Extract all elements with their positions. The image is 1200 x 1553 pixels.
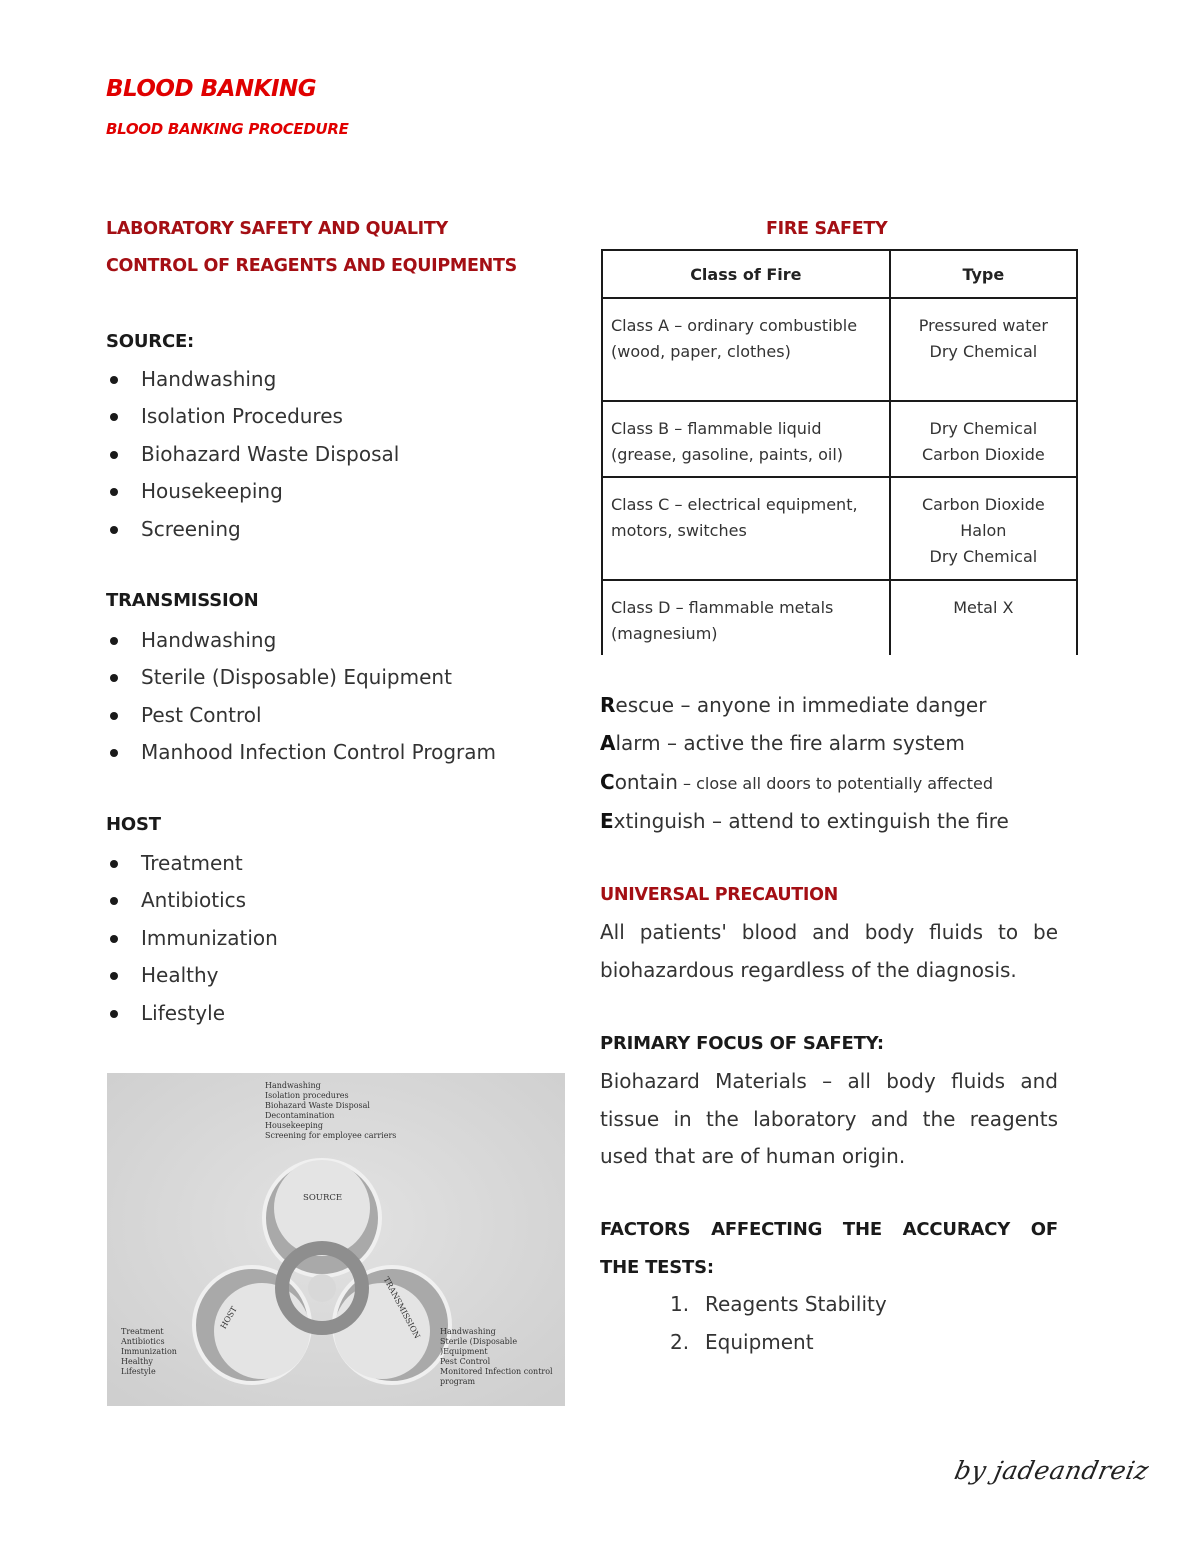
diagram-transmission-list: Handwashing Sterile (Disposable )Equipment Pest Control Monitored Infection control program (440, 1327, 553, 1386)
list-item: Manhood Infection Control Program (106, 739, 496, 776)
host-heading: HOST (106, 814, 161, 835)
table-row (602, 401, 1077, 477)
page-subtitle: BLOOD BANKING PROCEDURE (106, 120, 349, 138)
race-contain: Contain – close all doors to potentially affected (600, 770, 993, 794)
author-signature: by jadeandreiz (951, 1456, 1152, 1485)
column-header-type: Type (890, 250, 1077, 298)
transmission-list (106, 627, 496, 777)
table-row (602, 298, 1077, 401)
fire-type-cell: Pressured water Dry Chemical (890, 298, 1077, 401)
diagram-host-list: Treatment Antibiotics Immunization Healthy Lifestyle (121, 1327, 177, 1376)
table-header-row (602, 250, 1077, 298)
factors-heading-line2: THE TESTS: (600, 1257, 714, 1278)
list-item: Sterile (Disposable) Equipment (106, 664, 496, 701)
biohazard-diagram-image (107, 1073, 565, 1406)
list-item: Housekeeping (106, 478, 399, 515)
fire-type-cell: Dry Chemical Carbon Dioxide (890, 401, 1077, 477)
race-rescue: Rescue – anyone in immediate danger (600, 693, 987, 717)
list-item: Immunization (106, 925, 278, 962)
list-item: Biohazard Waste Disposal (106, 441, 399, 478)
race-extinguish: Extinguish – attend to extinguish the fire (600, 809, 1009, 833)
source-heading: SOURCE: (106, 331, 195, 352)
list-item: Healthy (106, 962, 278, 999)
diagram-host-label: HOST (218, 1304, 239, 1331)
list-item: 1. Reagents Stability (670, 1292, 887, 1316)
section-title-line2: CONTROL OF REAGENTS AND EQUIPMENTS (106, 256, 517, 276)
list-item: Screening (106, 516, 399, 553)
list-item: Pest Control (106, 702, 496, 739)
fire-type-cell: Metal X (890, 580, 1077, 655)
diagram-source-list: Handwashing Isolation procedures Biohazard Waste Disposal Decontamination Housekeeping Screening for employee carriers (265, 1081, 397, 1140)
universal-text: All patients' blood and body fluids to be biohazardous regardless of the diagnosis. (600, 920, 1058, 982)
diagram-source-label: SOURCE (303, 1193, 343, 1203)
page-title: BLOOD BANKING (106, 76, 317, 102)
fire-type-cell: Carbon Dioxide Halon Dry Chemical (890, 477, 1077, 580)
list-item: Lifestyle (106, 1000, 278, 1037)
section-title-line1: LABORATORY SAFETY AND QUALITY (106, 219, 448, 239)
factors-list (670, 1289, 887, 1364)
table-row (602, 477, 1077, 580)
universal-heading: UNIVERSAL PRECAUTION (600, 885, 839, 905)
fire-class-cell: Class C – electrical equipment, motors, switches (602, 477, 890, 580)
fire-class-cell: Class A – ordinary combustible (wood, paper, clothes) (602, 298, 890, 401)
list-item: Handwashing (106, 366, 399, 403)
factors-heading-line1: FACTORS AFFECTING THE ACCURACY OF (600, 1219, 1058, 1240)
list-item: Handwashing (106, 627, 496, 664)
fire-class-cell: Class B – flammable liquid (grease, gasoline, paints, oil) (602, 401, 890, 477)
primary-text: Biohazard Materials – all body fluids and tissue in the laboratory and the reagents used that are of human origin. (600, 1069, 1058, 1168)
list-item: Treatment (106, 850, 278, 887)
transmission-heading: TRANSMISSION (106, 590, 259, 611)
fire-class-cell: Class D – flammable metals (magnesium) (602, 580, 890, 655)
race-alarm: Alarm – active the fire alarm system (600, 731, 965, 755)
host-list (106, 850, 278, 1037)
fire-safety-heading: FIRE SAFETY (766, 219, 888, 239)
table-row (602, 580, 1077, 655)
primary-heading: PRIMARY FOCUS OF SAFETY: (600, 1033, 884, 1054)
column-header-class: Class of Fire (602, 250, 890, 298)
diagram-transmission-label: TRANSMISSION (381, 1275, 422, 1341)
fire-safety-table (601, 249, 1078, 655)
list-item: Isolation Procedures (106, 403, 399, 440)
list-item: Antibiotics (106, 887, 278, 924)
source-list (106, 366, 399, 553)
list-item: 2. Equipment (670, 1329, 814, 1354)
